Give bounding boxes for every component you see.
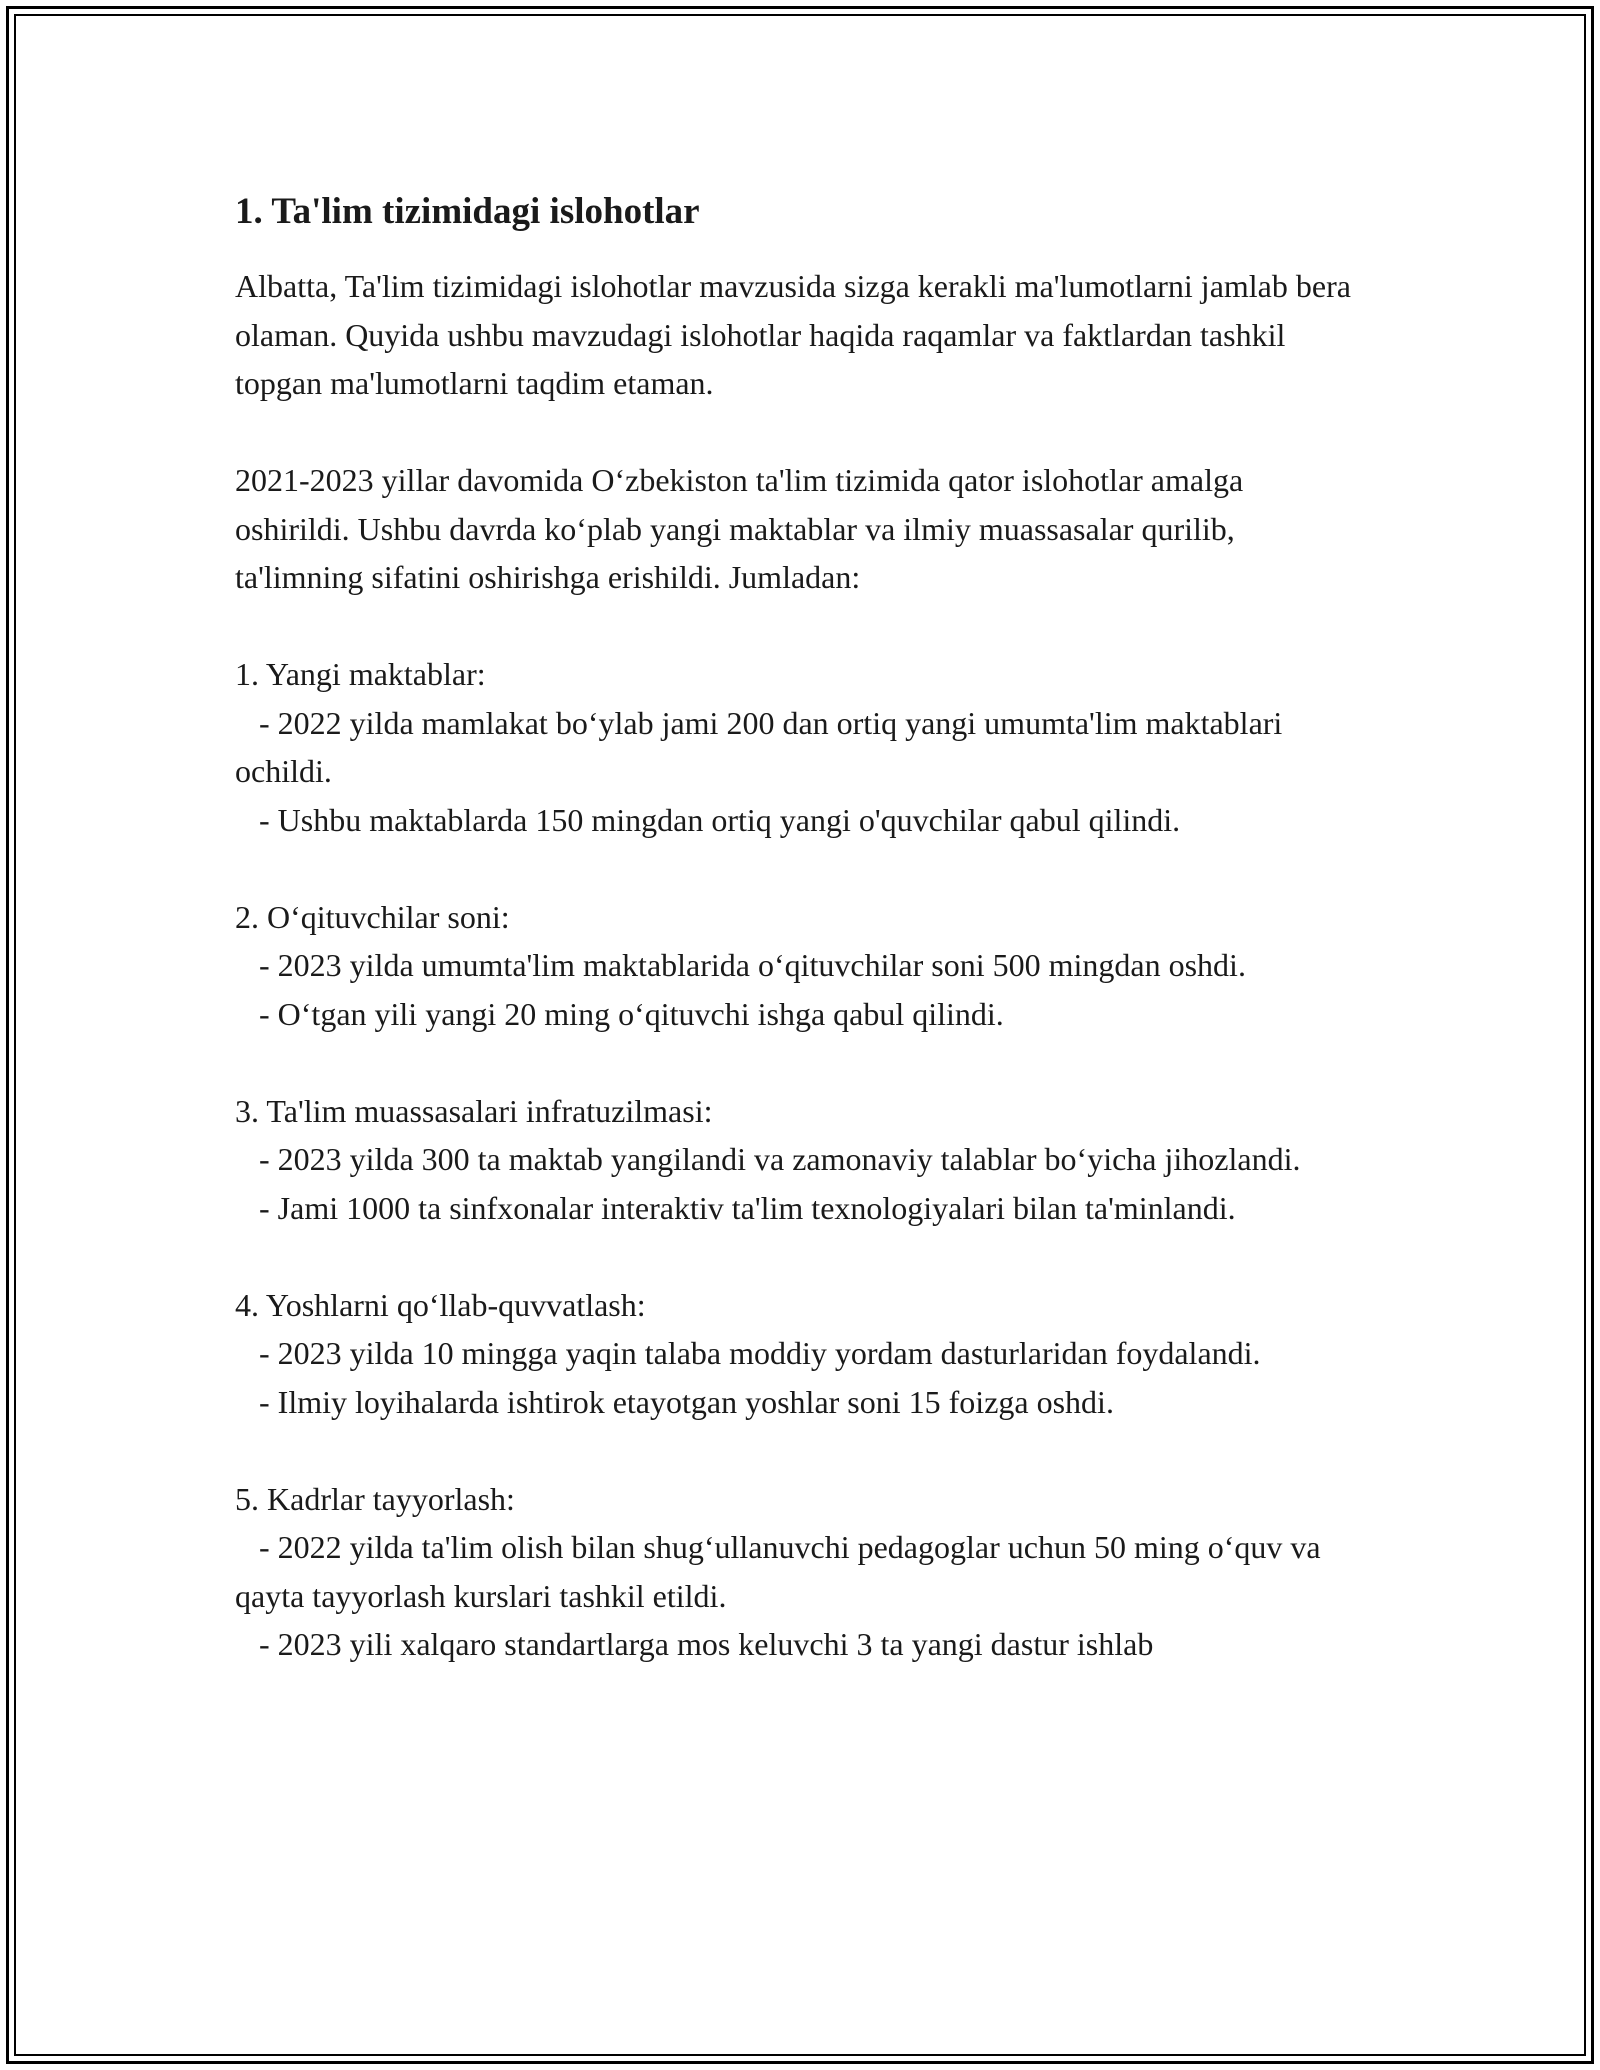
section-title: 1. Yangi maktablar: bbox=[235, 656, 486, 692]
section-bullet: - Jami 1000 ta sinfxonalar interaktiv ta'lim texnologiyalari bilan ta'minlandi. bbox=[235, 1189, 1236, 1226]
paragraph-spacer bbox=[235, 1038, 1365, 1087]
section-bullet: - O‘tgan yili yangi 20 ming o‘qituvchi ishga qabul qilindi. bbox=[235, 995, 1004, 1032]
overview-paragraph: 2021-2023 yillar davomida O‘zbekiston ta'lim tizimida qator islohotlar amalga oshirildi. Ushbu davrda ko‘plab yangi maktablar va ilmiy muassasalar qurilib, ta'limning sifatini oshirishga erishildi. Jumladan: bbox=[235, 462, 1252, 595]
section-title: 5. Kadrlar tayyorlash: bbox=[235, 1480, 515, 1517]
paragraph-spacer bbox=[235, 1232, 1365, 1281]
section-bullet: - Ilmiy loyihalarda ishtirok etayotgan yoshlar soni 15 foizga oshdi. bbox=[235, 1383, 1114, 1420]
document-body bbox=[235, 188, 1365, 1669]
section-teachers bbox=[235, 893, 1365, 1039]
section-bullet: - 2023 yili xalqaro standartlarga mos keluvchi 3 ta yangi dastur ishlab bbox=[235, 1626, 1154, 1662]
section-new-schools bbox=[235, 650, 1365, 844]
paragraph-spacer bbox=[235, 844, 1365, 893]
section-bullet: - 2023 yilda umumta'lim maktablarida o‘qituvchilar soni 500 mingdan oshdi. bbox=[235, 947, 1246, 983]
section-title: 4. Yoshlarni qo‘llab-quvvatlash: bbox=[235, 1286, 646, 1323]
document-heading: 1. Ta'lim tizimidagi islohotlar bbox=[235, 191, 700, 232]
section-bullet: - 2023 yilda 10 mingga yaqin talaba moddiy yordam dasturlaridan foydalandi. bbox=[235, 1335, 1261, 1371]
section-bullet: - 2022 yilda mamlakat bo‘ylab jami 200 dan ortiq yangi umumta'lim maktablari ochildi. bbox=[235, 704, 1291, 789]
intro-paragraph: Albatta, Ta'lim tizimidagi islohotlar mavzusida sizga kerakli ma'lumotlarni jamlab bera olaman. Quyida ushbu mavzudagi islohotlar haqida raqamlar va faktlardan tashkil topgan ma'lumotlarni taqdim etaman. bbox=[235, 268, 1359, 401]
section-youth-support bbox=[235, 1281, 1365, 1427]
paragraph-spacer bbox=[235, 1426, 1365, 1475]
section-bullet: - 2023 yilda 300 ta maktab yangilandi va zamonaviy talablar bo‘yicha jihozlandi. bbox=[235, 1141, 1301, 1177]
section-staff-training bbox=[235, 1475, 1365, 1669]
section-bullet: - Ushbu maktablarda 150 mingdan ortiq yangi o'quvchilar qabul qilindi. bbox=[235, 801, 1181, 838]
paragraph-spacer bbox=[235, 602, 1365, 651]
section-bullet: - 2022 yilda ta'lim olish bilan shug‘ullanuvchi pedagoglar uchun 50 ming o‘quv va qayta tayyorlash kurslari tashkil etildi. bbox=[235, 1529, 1329, 1614]
section-title: 3. Ta'lim muassasalari infratuzilmasi: bbox=[235, 1092, 713, 1129]
section-infrastructure bbox=[235, 1087, 1365, 1233]
paragraph-spacer bbox=[235, 408, 1365, 457]
section-title: 2. O‘qituvchilar soni: bbox=[235, 898, 510, 935]
